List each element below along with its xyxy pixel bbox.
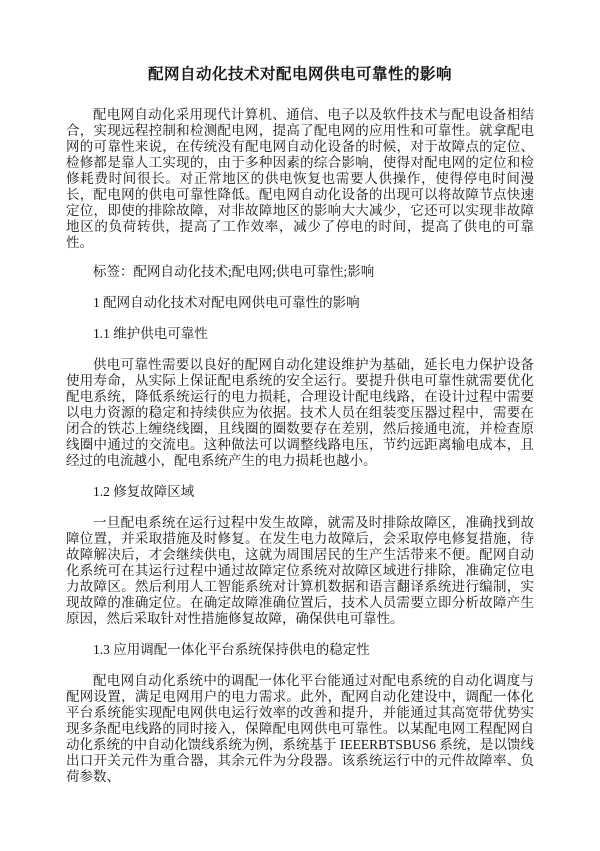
section-1-3-paragraph: 配电网自动化系统中的调配一体化平台能通过对配电系统的自动化调度与配网设置，满足电网用户的电力需求。此外，配网自动化建设中，调配一体化平台系统能实现配电网供电运行效率的改善和提升，并能通过其高宽带优势实现多条配电线路的同时接入，保障配电网供电可靠性。以某配电网工程配网自动化系统的中自动化馈线系统为例，系统基于 IEEERBTSBUS6 系统，是以馈线出口开关元件为重合器，其余元件为分段器。该系统运行中的元件故障率、负荷参数、	[66, 673, 534, 784]
section-1-1-paragraph: 供电可靠性需要以良好的配网自动化建设维护为基础，延长电力保护设备使用寿命，从实际上保证配电系统的安全运行。要提升供电可靠性就需要优化配电系统，降低系统运行的电力损耗，合理设计配电线路，在设计过程中需要以电力资源的稳定和持续供应为依据。技术人员在组装变压器过程中，需要在闭合的铁芯上缠绕线圈，且线圈的圈数要存在差别，然后接通电流，并检查原线圈中通过的交流电。这种做法可以调整线路电压，节约远距离输电成本，且经过的电流越小，配电系统产生的电力损耗也越小。	[66, 357, 534, 468]
section-1-1-heading: 1.1 维护供电可靠性	[93, 326, 208, 341]
document-title: 配网自动化技术对配电网供电可靠性的影响	[147, 66, 452, 83]
section-1-2-heading: 1.2 修复故障区域	[93, 484, 195, 499]
section-1-3-heading: 1.3 应用调配一体化平台系统保持供电的稳定性	[93, 642, 370, 657]
section-1-2-paragraph: 一旦配电系统在运行过程中发生故障，就需及时排除故障区，准确找到故障位置，并采取措施及时修复。在发生电力故障后，会采取停电修复措施，待故障解决后，才会继续供电，这就为周围居民的生产生活带来不便。配网自动化系统可在其运行过程中通过故障定位系统对故障区域进行排除，准确定位电力故障区。然后利用人工智能系统对计算机数据和语言翻译系统进行编制，实现故障的准确定位。在确定故障准确位置后，技术人员需要立即分析故障产生原因，然后采取针对性措施修复故障，确保供电可靠性。	[66, 515, 534, 626]
intro-paragraph: 配电网自动化采用现代计算机、通信、电子以及软件技术与配电设备相结合，实现远程控制和检测配电网，提高了配电网的应用性和可靠性。就拿配电网的可靠性来说，在传统没有配电网自动化设备的时候，对于故障点的定位、检修都是靠人工实现的，由于多种因素的综合影响，使得对配电网的定位和检修耗费时间很长。对正常地区的供电恢复也需要人供操作，使得停电时间漫长，配电网的供电可靠性降低。配电网自动化设备的出现可以将故障节点快速定位，即使的排除故障，对非故障地区的影响大大减少，它还可以实现非故障地区的负荷转供，提高了工作效率，减少了停电的时间，提高了供电的可靠性。	[66, 107, 534, 250]
keywords-value: 配网自动化技术;配电网;供电可靠性;影响	[133, 264, 375, 279]
keywords-label: 标签：	[93, 264, 134, 279]
section-1-heading: 1 配网自动化技术对配电网供电可靠性的影响	[93, 295, 360, 310]
keywords-line	[66, 264, 534, 280]
